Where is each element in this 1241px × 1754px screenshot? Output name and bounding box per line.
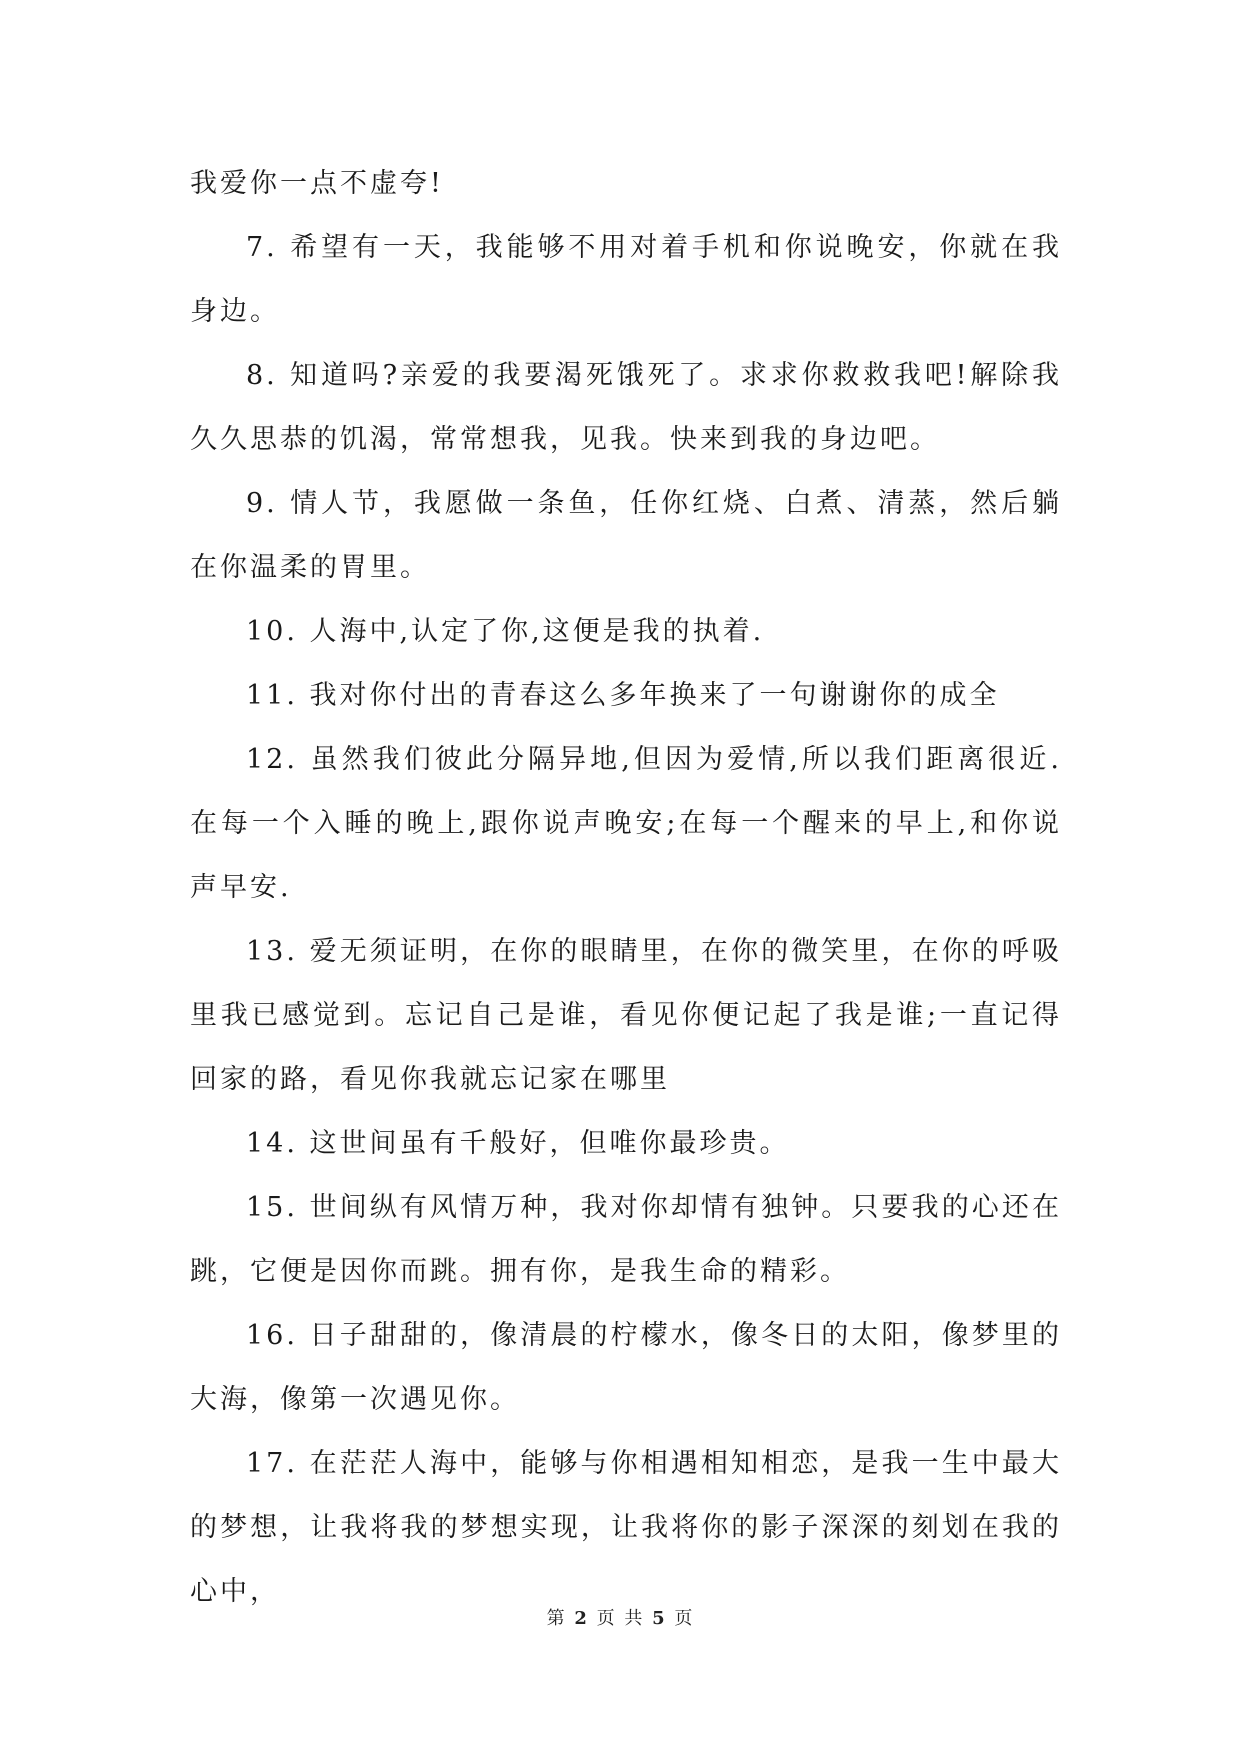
paragraph-8: 14. 这世间虽有千般好，但唯你最珍贵。 bbox=[246, 1128, 790, 1159]
paragraph-10: 16. 日子甜甜的，像清晨的柠檬水，像冬日的太阳，像梦里的大海，像第一次遇见你。 bbox=[190, 1320, 1062, 1415]
paragraph-11: 17. 在茫茫人海中，能够与你相遇相知相恋，是我一生中最大的梦想，让我将我的梦想实现，让我将你的影子深深的刻划在我的心中， bbox=[190, 1448, 1062, 1607]
footer-middle: 页 共 bbox=[596, 1608, 645, 1629]
footer-suffix: 页 bbox=[674, 1608, 695, 1629]
paragraph-6: 12. 虽然我们彼此分隔异地,但因为爱情,所以我们距离很近.在每一个入睡的晚上,跟你说声晚安;在每一个醒来的早上,和你说声早安. bbox=[190, 744, 1062, 903]
page-footer bbox=[0, 1604, 1241, 1630]
paragraph-7: 13. 爱无须证明，在你的眼睛里，在你的微笑里，在你的呼吸里我已感觉到。忘记自己是谁，看见你便记起了我是谁;一直记得回家的路，看见你我就忘记家在哪里 bbox=[190, 936, 1062, 1095]
paragraph-9: 15. 世间纵有风情万种，我对你却情有独钟。只要我的心还在跳，它便是因你而跳。拥有你，是我生命的精彩。 bbox=[190, 1192, 1062, 1287]
paragraph-5: 11. 我对你付出的青春这么多年换来了一句谢谢你的成全 bbox=[246, 680, 1000, 711]
footer-prefix: 第 bbox=[546, 1608, 567, 1629]
page-content bbox=[190, 152, 1062, 1624]
footer-current-page: 2 bbox=[574, 1608, 589, 1629]
paragraph-2: 8. 知道吗?亲爱的我要渴死饿死了。求求你救救我吧!解除我久久思恭的饥渴，常常想我，见我。快来到我的身边吧。 bbox=[190, 360, 1062, 455]
footer-total-pages: 5 bbox=[652, 1608, 667, 1629]
paragraph-1: 7. 希望有一天，我能够不用对着手机和你说晚安，你就在我身边。 bbox=[190, 232, 1062, 327]
paragraph-0: 我爱你一点不虚夸! bbox=[190, 168, 444, 199]
paragraph-3: 9. 情人节，我愿做一条鱼，任你红烧、白煮、清蒸，然后躺在你温柔的胃里。 bbox=[190, 488, 1062, 583]
paragraph-4: 10. 人海中,认定了你,这便是我的执着. bbox=[246, 616, 765, 647]
